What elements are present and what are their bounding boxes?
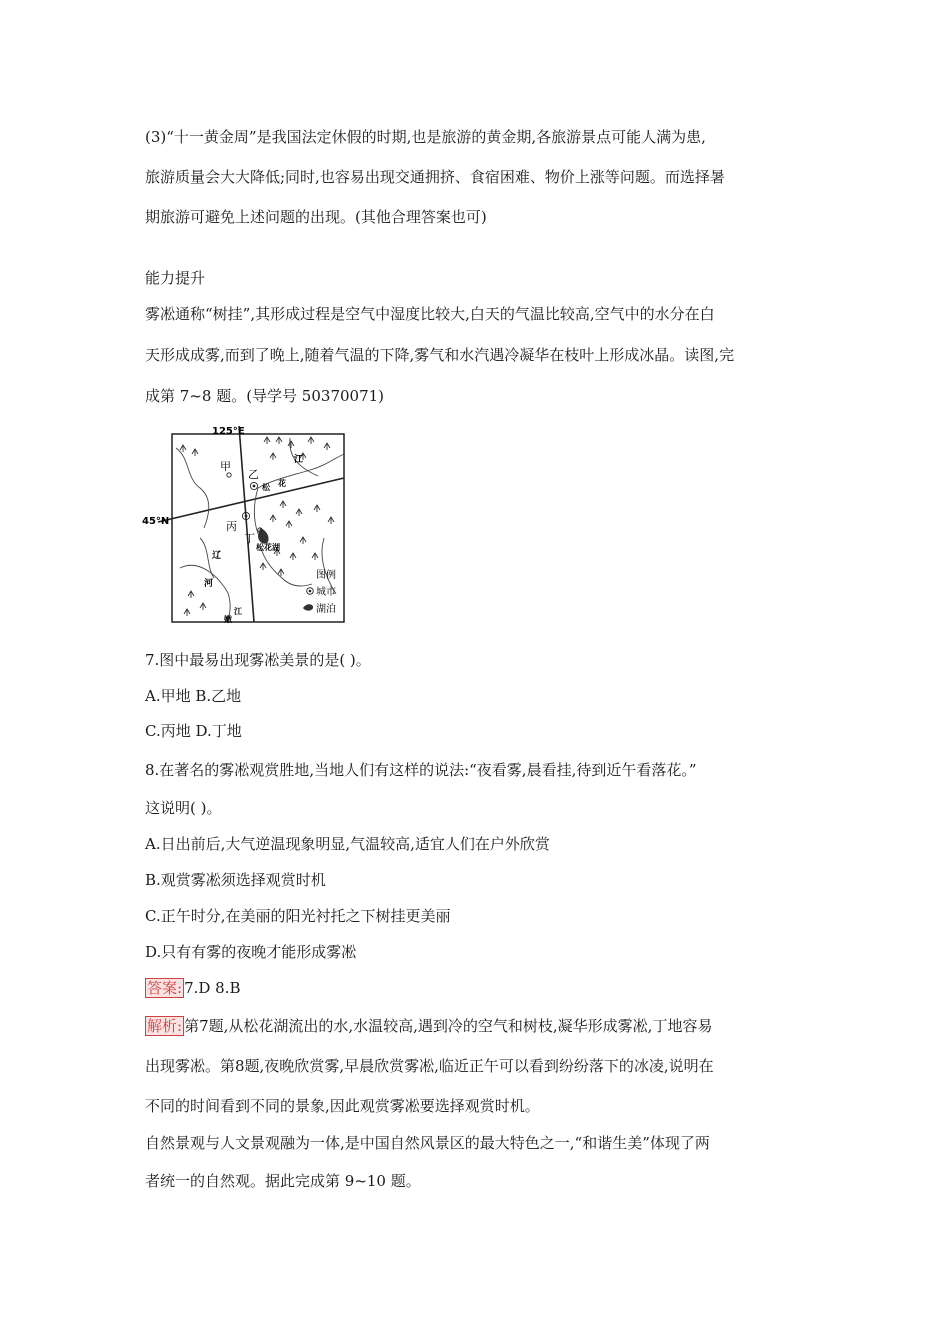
- q8-stem-2: 这说明( )。: [145, 799, 222, 817]
- place-jia: 甲: [220, 460, 231, 473]
- answer-line: [145, 978, 241, 998]
- legend-city-icon-dot: [309, 590, 312, 593]
- songhua-lake-map: [140, 418, 350, 628]
- place-ding: 丁: [244, 532, 255, 545]
- analysis-text-1: 第7题,从松花湖流出的水,水温较高,遇到冷的空气和树枝,凝华形成雾凇,丁地容易: [184, 1017, 713, 1035]
- answer-tag: 答案:: [147, 979, 183, 997]
- place-bing: 丙: [226, 520, 237, 533]
- lake-label: 松花湖: [256, 542, 280, 552]
- analysis-tag: 解析:: [147, 1017, 183, 1035]
- q8-option-d: D.只有有雾的夜晚才能形成雾凇: [145, 943, 357, 961]
- next-intro-line-1: 自然景观与人文景观融为一体,是中国自然风景区的最大特色之一,“和谐生美”体现了两: [145, 1134, 710, 1152]
- river-song: 松: [262, 482, 270, 492]
- part3-line-3: 期旅游可避免上述问题的出现。(其他合理答案也可): [145, 208, 487, 226]
- legend-city: 城市: [316, 587, 336, 598]
- lon-label: 125°E: [212, 426, 245, 437]
- analysis-line-1: [145, 1016, 712, 1036]
- lat-label: 45°N: [142, 516, 170, 527]
- q7-options-ab: A.甲地 B.乙地: [145, 687, 242, 705]
- next-intro-line-2: 者统一的自然观。据此完成第 9~10 题。: [145, 1172, 421, 1190]
- q7-stem: 7.图中最易出现雾凇美景的是( )。: [145, 651, 371, 669]
- place-yi: 乙: [248, 468, 259, 481]
- section-title: 能力提升: [145, 269, 206, 287]
- yi-city-dot: [253, 485, 256, 488]
- q8-option-b: B.观赏雾凇须选择观赏时机: [145, 871, 326, 889]
- q8-option-a: A.日出前后,大气逆温现象明显,气温较高,适宜人们在户外欣赏: [145, 835, 550, 853]
- intro-line-1: 雾凇通称“树挂”,其形成过程是空气中湿度比较大,白天的气温比较高,空气中的水分在白: [145, 305, 715, 323]
- river-jiang-2: 江: [234, 606, 242, 616]
- analysis-line-2: 出现雾凇。第8题,夜晚欣赏雾,早晨欣赏雾凇,临近正午可以看到纷纷落下的冰凌,说明在: [145, 1057, 714, 1075]
- bing-city-dot: [245, 515, 248, 518]
- river-jiang-1: 江: [294, 455, 304, 465]
- intro-line-2: 天形成成雾,而到了晚上,随着气温的下降,雾气和水汽遇冷凝华在枝叶上形成冰晶。读图,完: [145, 346, 735, 364]
- river-liao: 辽: [212, 551, 222, 561]
- analysis-line-3: 不同的时间看到不同的景象,因此观赏雾凇要选择观赏时机。: [145, 1097, 540, 1115]
- answer-text: 7.D 8.B: [184, 979, 241, 997]
- part3-line-1: (3)“十一黄金周”是我国法定休假的时期,也是旅游的黄金期,各旅游景点可能人满为患,: [145, 128, 706, 146]
- q7-options-cd: C.丙地 D.丁地: [145, 722, 242, 740]
- q8-stem-1: 8.在著名的雾凇观赏胜地,当地人们有这样的说法:“夜看雾,晨看挂,待到近午看落花。”: [145, 761, 697, 779]
- legend-title: 图例: [316, 570, 336, 581]
- river-hua: 花: [278, 478, 286, 488]
- intro-line-3: 成第 7~8 题。(导学号 50370071): [145, 387, 385, 405]
- legend-lake: 湖泊: [316, 604, 336, 615]
- river-he: 河: [204, 579, 214, 589]
- part3-line-2: 旅游质量会大大降低;同时,也容易出现交通拥挤、食宿困难、物价上涨等问题。而选择暑: [145, 168, 725, 186]
- q8-option-c: C.正午时分,在美丽的阳光衬托之下树挂更美丽: [145, 907, 451, 925]
- river-nen: 嫩: [224, 614, 232, 624]
